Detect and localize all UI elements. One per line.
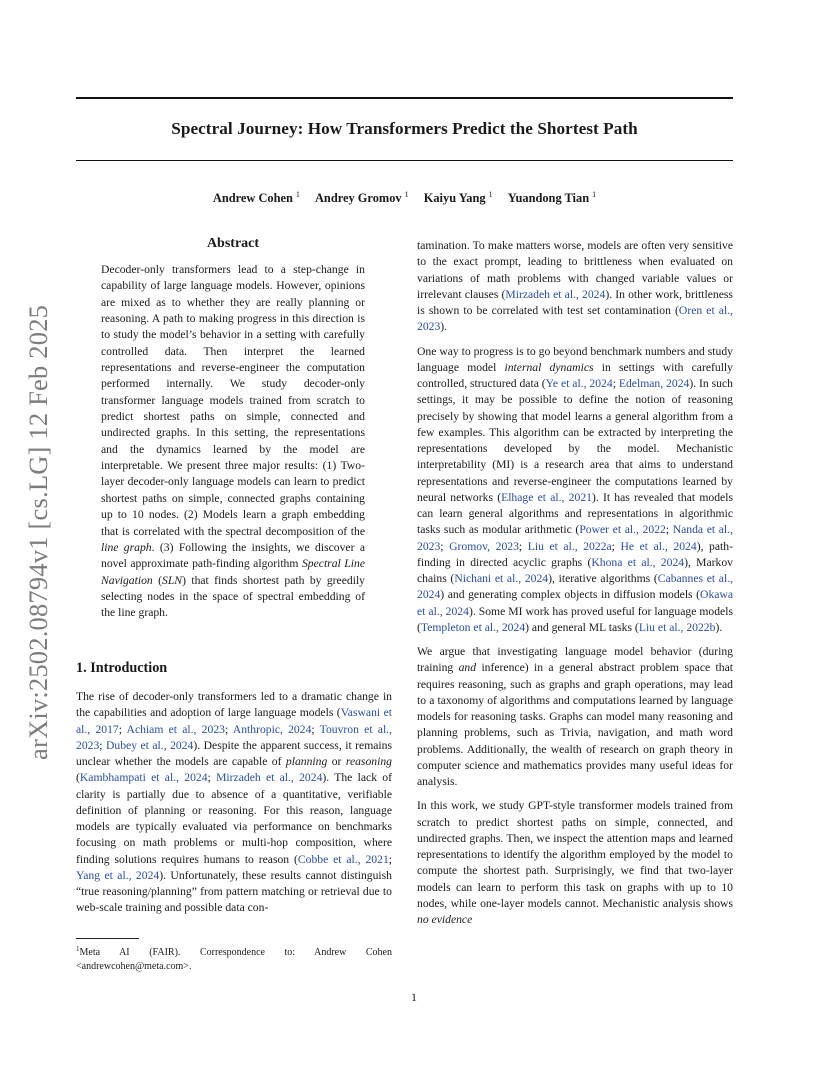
- text-run: The rise of decoder-only transformers led to a dramatic change in the capabilities and adoption of large language models (: [76, 690, 392, 720]
- citation-link[interactable]: Vaswani et al., 2017: [76, 706, 392, 736]
- intro-left-column: [76, 689, 392, 917]
- text-run: ).: [715, 620, 723, 634]
- author-list: [76, 190, 733, 206]
- citation-link[interactable]: Dubey et al., 2024: [106, 738, 194, 752]
- paper-title: Spectral Journey: How Transformers Predict the Shortest Path: [171, 119, 638, 138]
- text-run: . (3) Following the insights, we discover a novel approximate path-finding algorithm: [101, 540, 365, 571]
- text-run: ;: [665, 523, 673, 537]
- citation-link[interactable]: Oren et al., 2023: [417, 304, 733, 334]
- author: Yuandong Tian $^1$: [507, 190, 597, 205]
- italic-text: planning: [285, 755, 328, 768]
- text-run: (: [152, 573, 163, 587]
- footnote-marker: 1: [76, 945, 80, 953]
- italic-text: SLN: [162, 573, 183, 587]
- paragraph: [417, 798, 733, 928]
- text-run: ;: [224, 722, 233, 736]
- citation-link[interactable]: Cobbe et al., 2021: [297, 852, 389, 866]
- text-run: ;: [118, 722, 127, 736]
- abstract-text: [101, 262, 365, 622]
- italic-text: and: [458, 661, 477, 675]
- citation-link[interactable]: Power et al., 2022: [579, 523, 666, 537]
- text-run: ;: [388, 852, 392, 866]
- text-run: In this work, we study GPT-style transformer models trained from scratch to predict shortest paths on simple, connected, and undirected graphs. Then, we inspect the attention maps and learned representations to identify the algorithm employed by the model to compute the shortest path. Surprisingly, we find that two-layer models can learn to perform this task on graphs with up to 10 nodes, while one-layer models cannot. Mechanistic analysis shows: [417, 799, 733, 910]
- citation-link[interactable]: Okawa et al., 2024: [417, 588, 733, 618]
- text-run: ). The lack of clarity is partially due to absence of a quantitative, verifiable definition of planning or reasoning. For this reason, language models are typically evaluated via performance on benchmarks focusing on math problems or multi-hop composition, where finding solutions requires humans to reason (: [76, 771, 392, 866]
- citation-link[interactable]: Liu et al., 2022b: [638, 620, 716, 634]
- author: Andrew Cohen $^1$: [212, 190, 300, 205]
- text-run: Meta AI (FAIR). Correspondence to: Andrew Cohen <andrewcohen@meta.com>.: [76, 947, 392, 972]
- citation-link[interactable]: Templeton et al., 2024: [420, 620, 526, 634]
- intro-right-column: [417, 238, 733, 928]
- citation-link[interactable]: Liu et al., 2022a: [527, 539, 612, 553]
- text-run: inference) in a general abstract problem space that requires reasoning, such as graphs and graph operations, may lead to a taxonomy of algorithms and computations learned by language models for reasoning tasks. Graphs can model many reasoning and planning problems, such as Trivia, navigation, and math word problems. Additionally, the wealth of research on graph theory in computer science and mathematics provides many useful ideas for analysis.: [417, 661, 734, 788]
- title-rule-top: [76, 97, 733, 99]
- paragraph: [417, 238, 733, 336]
- text-run: ).: [440, 320, 448, 334]
- italic-text: line graph: [101, 540, 152, 554]
- text-run: ). It has revealed that models can learn general algorithms and representations in algorithmic tasks such as modular arithmetic (: [417, 490, 733, 537]
- citation-link[interactable]: Touvron et al., 2023: [76, 722, 392, 752]
- paragraph: [417, 344, 733, 637]
- text-run: ) that finds shortest path by greedily selecting nodes in the space of spectral embedding of the line graph.: [101, 573, 365, 620]
- text-run: ). Despite the apparent success, it remains unclear whether the models are capable of: [76, 738, 392, 768]
- text-run: ) and general ML tasks (: [525, 620, 639, 634]
- text-run: ;: [611, 539, 621, 553]
- citation-link[interactable]: Gromov, 2023: [449, 539, 519, 553]
- abstract-heading: Abstract: [206, 236, 260, 251]
- text-run: ;: [311, 722, 320, 736]
- footnote-rule: [76, 938, 139, 939]
- text-run: ;: [440, 539, 450, 553]
- citation-link[interactable]: Khona et al., 2024: [591, 555, 685, 569]
- citation-link[interactable]: Nanda et al., 2023: [417, 523, 733, 553]
- text-run: ;: [99, 738, 106, 752]
- citation-link[interactable]: He et al., 2024: [620, 539, 697, 553]
- arxiv-stamp: arXiv:2502.08794v1 [cs.LG] 12 Feb 2025: [23, 304, 53, 760]
- italic-text: internal dynamics: [504, 360, 594, 374]
- footnote: [76, 942, 392, 974]
- text-run: ;: [207, 771, 217, 785]
- citation-link[interactable]: Elhage et al., 2021: [501, 490, 592, 504]
- text-run: ). In other work, brittleness is shown to be correlated with test set contamination (: [417, 287, 733, 317]
- italic-text: Spectral Line Navigation: [101, 557, 365, 587]
- text-run: Decoder-only transformers lead to a step-change in capability of large language models. However, opinions are mixed as to whether they are really planning or reasoning. A path to making progress in this direction is to study the model’s behavior in a setting with carefully controlled data. Then interpret the learned representations and reverse-engineer the computation performed internally. We study decoder-only transformer language models trained from scratch to predict shortest paths on simple, connected and undirected graphs. In this setting, the representations and the dynamics learned by the model are interpretable. We present three major results: (1) Two-layer decoder-only language models can learn to predict shortest paths on simple, connected graphs containing up to 10 nodes. (2) Models learn a graph embedding that is correlated with the spectral decomposition of the: [101, 263, 365, 538]
- citation-link[interactable]: Ye et al., 2024: [545, 377, 613, 390]
- citation-link[interactable]: Cabannes et al., 2024: [417, 572, 734, 602]
- title-rule-bottom: [76, 160, 733, 161]
- citation-link[interactable]: Yang et al., 2024: [76, 868, 160, 882]
- text-run: ). In such settings, it may be possible to define the notion of reasoning precisely by showing that model learns a general algorithm from a few examples. This algorithm can be extracted by interpreting the representations developed by the model. Mechanistic interpretability (MI) is a research area that aims to understand representations and reverse-engineer the computations learned by neural networks (: [417, 377, 733, 504]
- text-run: ), path-finding in directed acyclic graphs (: [417, 539, 733, 569]
- author: Kaiyu Yang $^1$: [423, 190, 493, 205]
- text-run: We argue that investigating language model behavior (during training: [417, 645, 733, 675]
- text-run: in settings with carefully controlled, structured data (: [417, 360, 733, 390]
- text-run: ), Markov chains (: [417, 555, 733, 585]
- citation-link[interactable]: Anthropic, 2024: [232, 722, 312, 736]
- section-heading-introduction: 1. Introduction: [76, 660, 168, 676]
- page-number: 1: [411, 990, 417, 1004]
- text-run: ;: [518, 539, 528, 553]
- text-run: One way to progress is to go beyond benchmark numbers and study language model: [417, 344, 733, 374]
- text-run: (: [76, 771, 80, 785]
- italic-text: reasoning: [345, 755, 392, 768]
- text-run: ). Some MI work has proved useful for language models (: [417, 604, 733, 634]
- text-run: or: [327, 755, 346, 768]
- text-run: ), iterative algorithms (: [548, 572, 658, 585]
- citation-link[interactable]: Nichani et al., 2024: [454, 572, 549, 585]
- citation-link[interactable]: Achiam et al., 2023: [126, 722, 225, 736]
- text-run: ;: [612, 377, 619, 390]
- citation-link[interactable]: Mirzadeh et al., 2024: [505, 287, 606, 301]
- citation-link[interactable]: Kambhampati et al., 2024: [79, 771, 208, 785]
- text-run: ) and generating complex objects in diffusion models (: [440, 588, 701, 602]
- citation-link[interactable]: Mirzadeh et al., 2024: [216, 771, 323, 785]
- author: Andrey Gromov $^1$: [314, 190, 409, 205]
- paragraph: [417, 644, 733, 790]
- text-run: tamination. To make matters worse, models are often very sensitive to the exact prompt, leading to brittleness when evaluated on variations of math problems with changed variable values or irrelevant clauses (: [417, 239, 733, 301]
- citation-link[interactable]: Edelman, 2024: [618, 377, 690, 390]
- italic-text: no evidence: [417, 913, 473, 926]
- text-run: ). Unfortunately, these results cannot distinguish “true reasoning/planning” from pattern matching or retrieval due to web-scale training and possible data con-: [76, 868, 392, 915]
